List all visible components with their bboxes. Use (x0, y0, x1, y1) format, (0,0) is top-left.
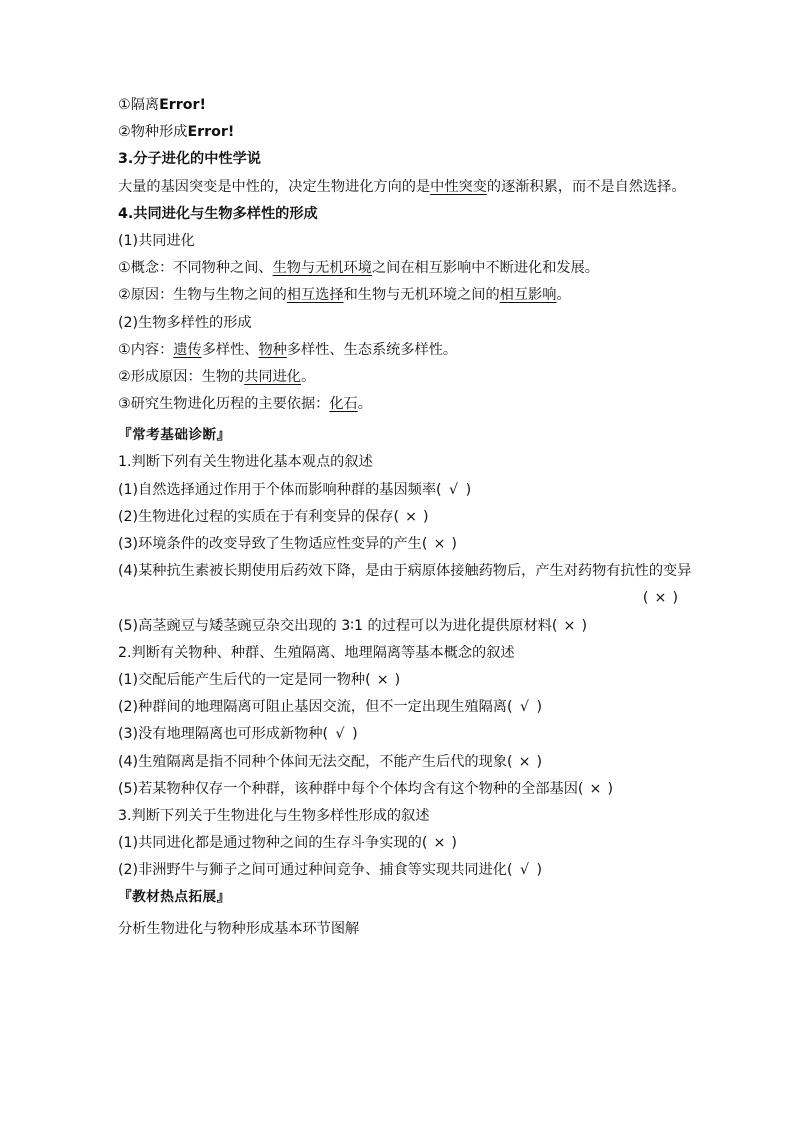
q1-item-2: (2)生物进化过程的实质在于有利变异的保存( × ) (118, 504, 678, 531)
q2-item-2: (2)种群间的地理隔离可阻止基因交流，但不一定出现生殖隔离( √ ) (118, 694, 678, 721)
section-basic-diagnosis: 『常考基础诊断』 (118, 427, 231, 444)
q2-item-4: (4)生殖隔离是指不同种个体间无法交配，不能产生后代的现象( × ) (118, 749, 678, 776)
analysis-line: 分析生物进化与物种形成基本环节图解 (118, 920, 360, 937)
speciation-line: ②物种形成Error! (118, 124, 235, 141)
q1-title: 1.判断下列有关生物进化基本观点的叙述 (118, 454, 373, 471)
concept-line: ①概念：不同物种之间、生物与无机环境之间在相互影响中不断进化和发展。 (118, 260, 599, 277)
answer-mark: × (518, 753, 531, 770)
biodiversity-subheading: (2)生物多样性的形成 (118, 314, 252, 331)
answer-mark: × (589, 780, 602, 797)
answer-mark: × (433, 835, 446, 852)
document-page (118, 92, 692, 943)
q3-item-1: (1)共同进化都是通过物种之间的生存斗争实现的( × ) (118, 830, 678, 857)
neutral-theory-text: 大量的基因突变是中性的，决定生物进化方向的是中性突变的逐渐积累，而不是自然选择。 (118, 178, 686, 195)
q2-item-3: (3)没有地理隔离也可形成新物种( √ ) (118, 721, 678, 748)
q1-item-5: (5)高茎豌豆与矮茎豌豆杂交出现的 3∶1 的过程可以为进化提供原材料( × ) (118, 613, 678, 640)
coevolution-subheading: (1)共同进化 (118, 232, 195, 249)
q2-title: 2.判断有关物种、种群、生殖隔离、地理隔离等基本概念的叙述 (118, 644, 515, 661)
section-textbook-extension: 『教材热点拓展』 (118, 889, 231, 906)
answer-mark: × (405, 508, 417, 525)
formation-cause-line: ②形成原因：生物的共同进化。 (118, 368, 316, 385)
answer-mark: × (376, 671, 389, 688)
q1-item-1: (1)自然选择通过作用于个体而影响种群的基因频率( √ ) (118, 477, 678, 504)
answer-mark: √ (449, 481, 459, 498)
q3-title: 3.判断下列关于生物进化与生物多样性形成的叙述 (118, 807, 430, 824)
evidence-line: ③研究生物进化历程的主要依据：化石。 (118, 396, 372, 413)
answer-mark: × (563, 617, 576, 634)
q1-item-3: (3)环境条件的改变导致了生物适应性变异的产生( × ) (118, 531, 678, 558)
q3-item-2: (2)非洲野牛与狮子之间可通过种间竞争、捕食等实现共同进化( √ ) (118, 857, 678, 884)
q1-item-4-answer: ( × ) (118, 585, 678, 612)
content-line: ①内容：遗传多样性、物种多样性、生态系统多样性。 (118, 341, 458, 358)
answer-mark: × (433, 536, 446, 552)
answer-mark: × (654, 590, 667, 607)
error-text: Error! (187, 124, 235, 141)
answer-mark: √ (519, 862, 530, 879)
isolation-line: ①隔离Error! (118, 97, 207, 113)
answer-mark: √ (519, 699, 530, 716)
answer-mark: √ (335, 726, 345, 743)
cause-line: ②原因：生物与生物之间的相互选择和生物与无机环境之间的相互影响。 (118, 287, 571, 304)
q2-item-1: (1)交配后能产生后代的一定是同一物种( × ) (118, 667, 678, 694)
coevolution-heading: 4.共同进化与生物多样性的形成 (118, 205, 318, 222)
q1-item-4: (4)某种抗生素被长期使用后药效下降，是由于病原体接触药物后，产生对药物有抗性的变异 (118, 563, 692, 580)
error-text: Error! (159, 97, 207, 113)
q2-item-5: (5)若某物种仅存一个种群，该种群中每个个体均含有这个物种的全部基因( × ) (118, 776, 678, 803)
neutral-theory-heading: 3.分子进化的中性学说 (118, 151, 261, 168)
